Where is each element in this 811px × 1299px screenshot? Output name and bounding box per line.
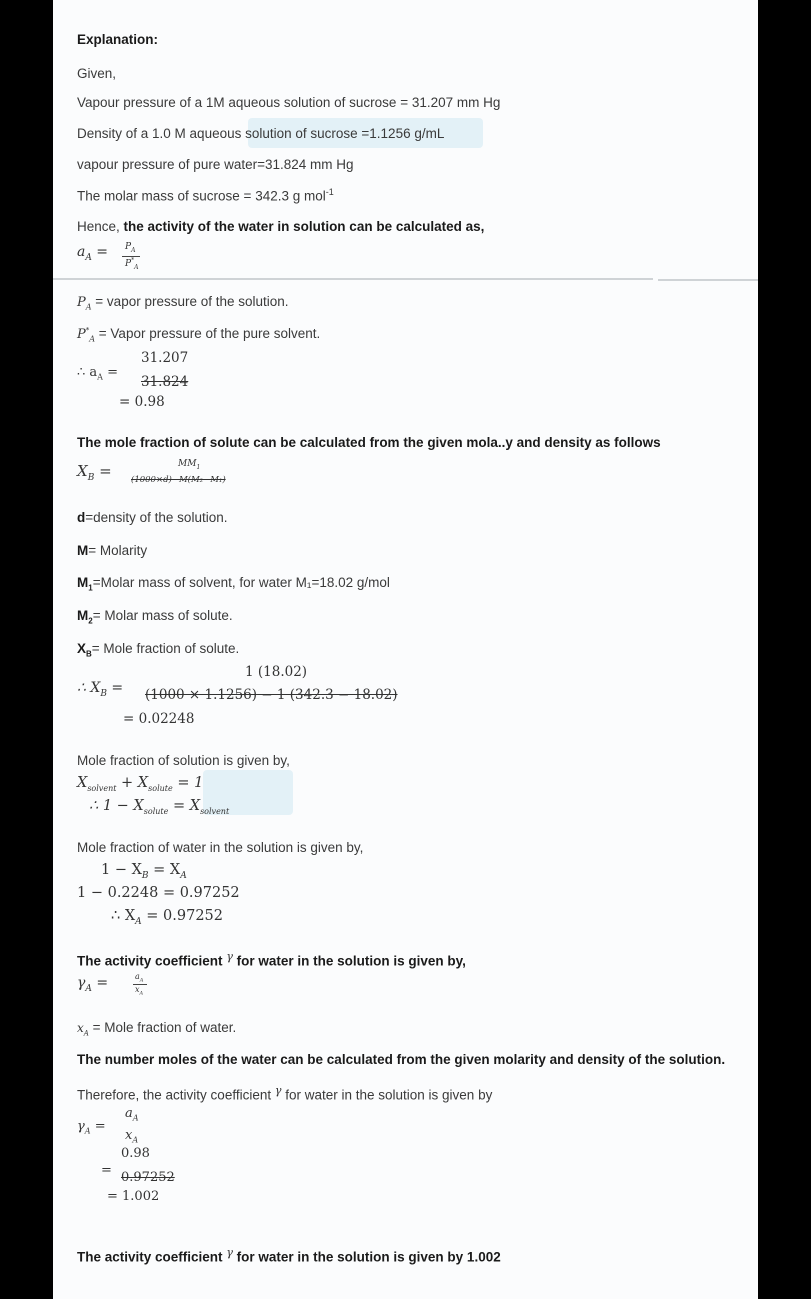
gamma-eq-denominator: $x_A$	[135, 985, 144, 997]
given-line-2: Density of a 1.0 M aqueous solution of sucrose =1.1256 g/mL	[77, 126, 445, 141]
final-answer: The activity coefficient $^\gamma$ for water in the solution is given by 1.002	[77, 1246, 501, 1265]
gamma-eq-numerator: $a_A$	[135, 972, 144, 984]
given-line-4: The molar mass of sucrose = 342.3 g mol$^{-1}$	[77, 187, 334, 204]
divider	[53, 278, 653, 280]
pa-definition: $P_A$ = vapor pressure of the solution.	[77, 294, 289, 312]
xa-definition: $x_A$ = Mole fraction of water.	[77, 1020, 237, 1038]
definition-m: M= Molarity	[77, 543, 148, 558]
xb-calc-result: = 0.02248	[123, 711, 195, 727]
activity-eq-denominator: $P^*_A$	[125, 257, 139, 271]
moles-heading: The number moles of the water can be calculated from the given molarity and density of the solution.	[77, 1052, 726, 1067]
hence-line: Hence, the activity of the water in solution can be calculated as,	[77, 219, 485, 234]
gamma-symbol: γ	[274, 1084, 282, 1097]
equals-sign: =	[101, 1163, 112, 1178]
gamma-symbol: γ	[226, 1246, 233, 1259]
water-eq-line-3: ∴ $X_A = 0.97252$	[111, 908, 224, 927]
activity-equation: $a_A$ =	[77, 244, 109, 263]
given-line-3: vapour pressure of pure water=31.824 mm Hg	[77, 157, 354, 172]
activity-calc-denominator: 31.824	[141, 374, 189, 390]
gamma-calc-numerator-2: 0.98	[121, 1146, 150, 1161]
gamma-calc-numerator: $a_A$	[125, 1106, 139, 1123]
gamma-calc-lhs: $\gamma_A$ =	[77, 1119, 106, 1136]
definition-m1: $M_1=Molar$ mass of solvent, for water M₁=18.02 g/mol	[77, 575, 390, 593]
definition-xb: $X_B=$ Mole fraction of solute.	[77, 641, 240, 659]
explanation-heading: Explanation:	[77, 32, 159, 47]
water-eq-line-2: 1 − 0.2248 = 0.97252	[77, 885, 240, 901]
xb-eq-denominator: (1000×d)−M(M₂−M₁)	[131, 475, 226, 485]
activity-calc-numerator: 31.207	[141, 350, 189, 366]
document-page	[53, 0, 758, 1299]
activity-coefficient-heading: The activity coefficient $^\gamma$ for water in the solution is given by,	[77, 950, 466, 969]
mole-fraction-water-text: Mole fraction of water in the solution is given by,	[77, 840, 364, 855]
gamma-calc-denominator-2: 0.97252	[121, 1170, 175, 1185]
xb-eq-numerator: $MM_1$	[178, 459, 201, 471]
given-label: Given,	[77, 66, 117, 81]
given-line-1: Vapour pressure of a 1M aqueous solution of sucrose = 31.207 mm Hg	[77, 95, 501, 110]
gamma-equation: $\gamma_A$ =	[77, 975, 109, 994]
xb-equation: $X_B$ =	[77, 462, 112, 483]
activity-eq-numerator: $P_A$	[125, 242, 136, 254]
gamma-calc-denominator: $x_A$	[125, 1128, 139, 1145]
divider	[658, 279, 758, 281]
xb-calc-lhs: ∴ $X_B$ =	[77, 680, 124, 699]
xb-calc-numerator: 1 (18.02)	[245, 664, 308, 680]
definition-m2: $M_2=$ Molar mass of solute.	[77, 608, 233, 626]
xb-calc-denominator: (1000 × 1.1256) − 1 (342.3 − 18.02)	[145, 687, 398, 703]
definition-d: d=density of the solution.	[77, 510, 228, 525]
mole-fraction-heading: The mole fraction of solute can be calculated from the given mola..y and density as follows	[77, 435, 661, 450]
sum-equation-line-2: ∴ $1 - X_{solute} = X_{solvent}$	[89, 798, 230, 816]
activity-calc-result: = 0.98	[119, 394, 165, 410]
sum-equation-line-1: $X_{solvent} + X_{solute} = 1$	[77, 775, 204, 793]
mole-fraction-solution-text: Mole fraction of solution is given by,	[77, 753, 290, 768]
activity-calc-lhs: ∴ $a_A$ =	[77, 365, 118, 382]
gamma-symbol: γ	[226, 950, 233, 963]
water-eq-line-1: $1 - X_B = X_A$	[101, 862, 187, 881]
pa-star-definition: $P^*_A$ = Vapor pressure of the pure solvent.	[77, 326, 321, 344]
gamma-calc-result: = 1.002	[107, 1189, 160, 1204]
therefore-line: Therefore, the activity coefficient $^\gamma$ for water in the solution is given by	[77, 1084, 493, 1103]
